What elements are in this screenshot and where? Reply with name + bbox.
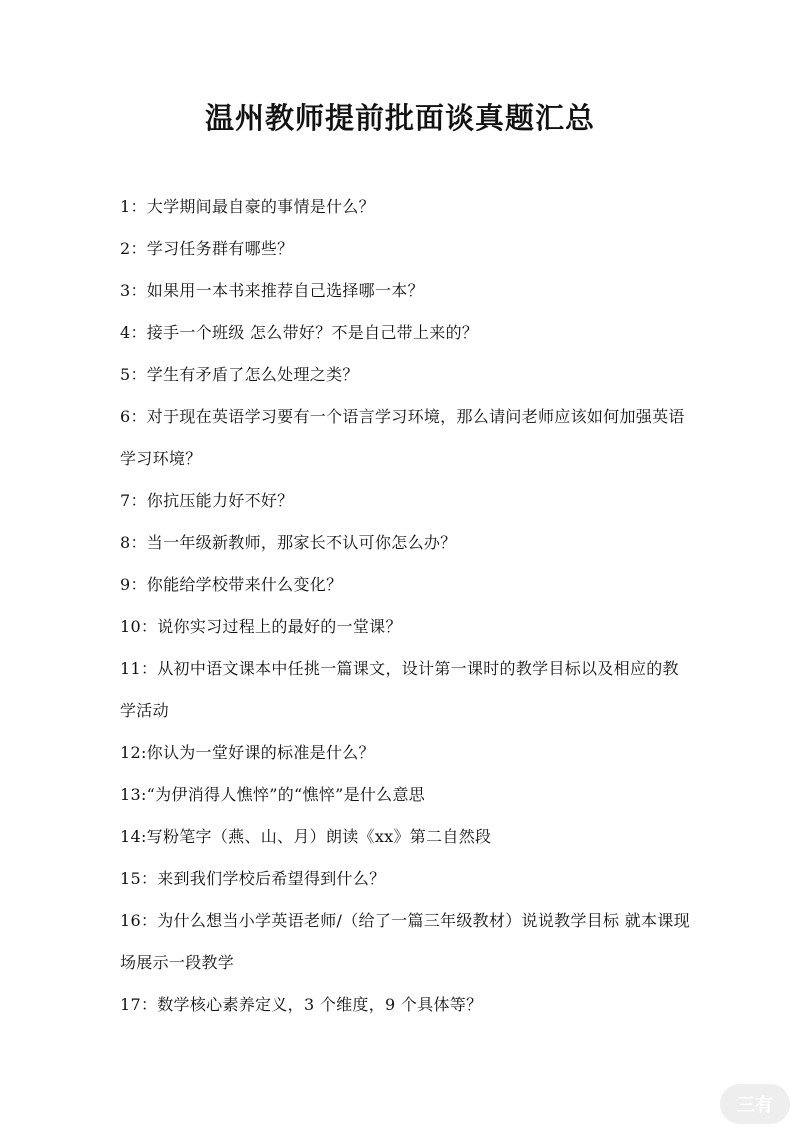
- question-item: 15：来到我们学校后希望得到什么？: [120, 869, 386, 888]
- page-title: 温州教师提前批面谈真题汇总: [204, 101, 595, 135]
- question-item: 4：接手一个班级 怎么带好？不是自己带上来的？: [120, 323, 479, 342]
- question-item: 14:写粉笔字（燕、山、月）朗读《xx》第二自然段: [120, 827, 492, 846]
- question-item: 7：你抗压能力好不好？: [120, 491, 294, 510]
- question-list: [120, 186, 690, 1026]
- question-item: 10：说你实习过程上的最好的一堂课？: [120, 617, 402, 636]
- watermark-logo: 三有: [720, 1084, 790, 1124]
- question-item: 9：你能给学校带来什么变化？: [120, 575, 343, 594]
- question-item: 6：对于现在英语学习要有一个语言学习环境，那么请问老师应该如何加强英语学习环境？: [120, 407, 685, 468]
- question-item: 3：如果用一本书来推荐自己选择哪一本？: [120, 281, 424, 300]
- question-item: 13:“为伊消得人憔悴”的“憔悴”是什么意思: [120, 785, 426, 804]
- question-item: 17：数学核心素养定义，3 个维度，9 个具体等？: [120, 995, 483, 1014]
- question-item: 5：学生有矛盾了怎么处理之类？: [120, 365, 359, 384]
- question-item: 16：为什么想当小学英语老师/（给了一篇三年级教材）说说教学目标 就本课现场展示一段教学: [120, 911, 690, 972]
- question-item: 8：当一年级新教师，那家长不认可你怎么办？: [120, 533, 457, 552]
- question-item: 11：从初中语文课本中任挑一篇课文，设计第一课时的教学目标以及相应的教学活动: [120, 659, 679, 720]
- question-item: 2：学习任务群有哪些？: [120, 239, 294, 258]
- question-item: 1：大学期间最自豪的事情是什么？: [120, 197, 375, 216]
- question-item: 12:你认为一堂好课的标准是什么？: [120, 743, 375, 762]
